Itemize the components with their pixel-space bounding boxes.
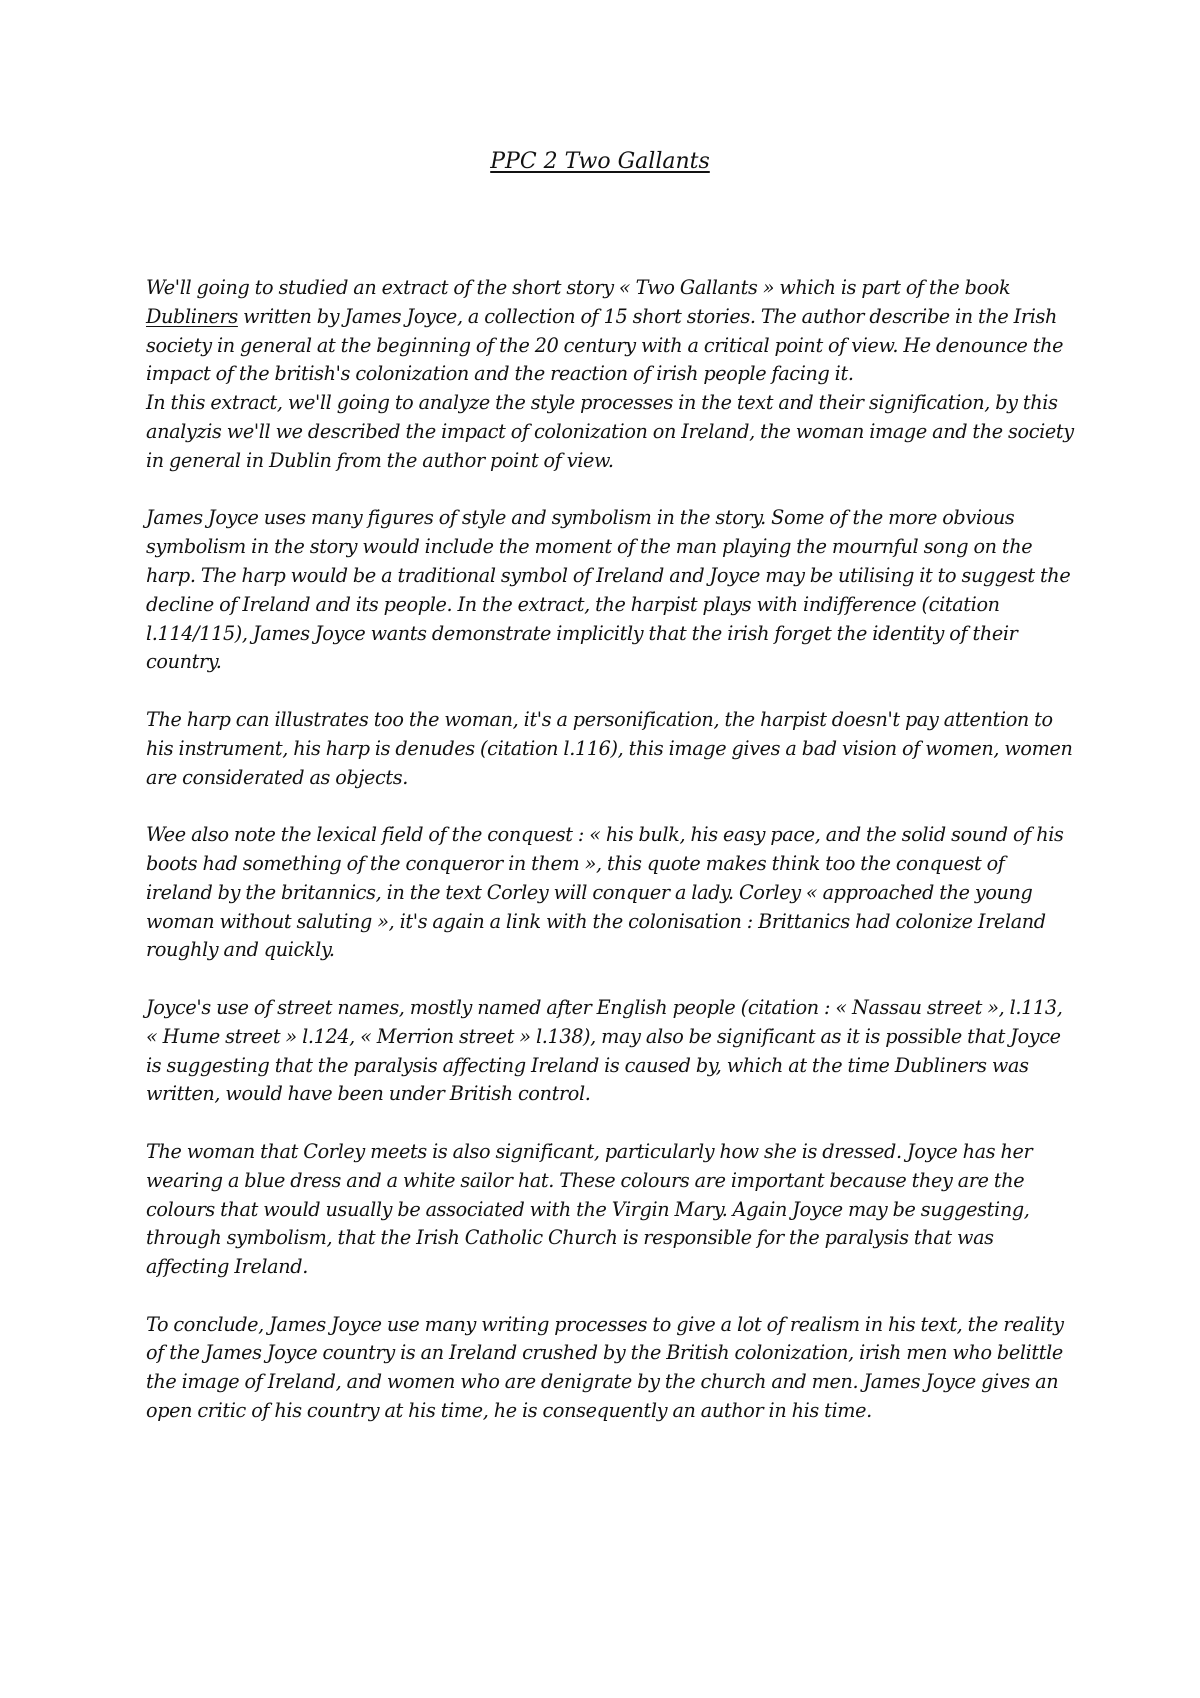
- intro-text-start: We'll going to studied an extract of the short story « Two Gallants » which is part of the book: [146, 276, 1011, 299]
- paragraph-harp-symbolism: James Joyce uses many figures of style and symbolism in the story. Some of the more obvious symbolism in the story would include the moment of the man playing the mournful song on the harp. The harp would be a traditional symbol of Ireland and Joyce may be utilising it to suggest the decline of Ireland and its people. In the extract, the harpist plays with indifference (citation l.114/115), James Joyce wants demonstrate implicitly that the irish forget the identity of their country.: [146, 506, 1071, 674]
- paragraph-harp-woman: The harp can illustrates too the woman, it's a personification, the harpist doesn't pay attention to his instrument, his harp is denudes (citation l.116), this image gives a bad vision of women, women are considerated as objects.: [146, 707, 1073, 789]
- paragraph-spacer: [146, 677, 1076, 706]
- paragraph-spacer: [146, 1282, 1076, 1311]
- paragraph-conquest: Wee also note the lexical field of the conquest : « his bulk, his easy pace, and the solid sound of his boots had something of the conqueror in them », this quote makes think too the conquest of ireland by the britannics, in the text Corley will conquer a lady. Corley « approached the young woman without saluting », it's again a link with the colonisation : Brittanics had colonize Ireland roughly and quickly.: [146, 823, 1064, 962]
- paragraph-plan: In this extract, we'll going to analyze the style processes in the text and their signification, by this analyzis we'll we described the impact of colonization on Ireland, the woman image and the society in general in Dublin from the author point of view.: [146, 391, 1074, 472]
- paragraph-spacer: [146, 1109, 1076, 1138]
- document-body: [146, 274, 1076, 1426]
- paragraph-woman-dress: The woman that Corley meets is also significant, particularly how she is dressed. Joyce has her wearing a blue dress and a white sailor hat. These colours are important because they are the colours that would usually be associated with the Virgin Mary. Again Joyce may be suggesting, through symbolism, that the Irish Catholic Church is responsible for the paralysis that was affecting Ireland.: [146, 1139, 1033, 1279]
- book-title: Dubliners: [146, 304, 238, 328]
- paragraph-conclusion: To conclude, James Joyce use many writing processes to give a lot of realism in his text, the reality of the James Joyce country is an Ireland crushed by the British colonization, irish men who belittle the image of Ireland, and women who are denigrate by the church and men. James Joyce gives an open critic of his country at his time, he is consequently an author in his time.: [146, 1312, 1064, 1423]
- paragraph-street-names: Joyce's use of street names, mostly named after English people (citation : « Nassau street », l.113, « Hume street » l.124, « Merrion street » l.138), may also be significant as it is possible that Joyce is suggesting that the paralysis affecting Ireland is caused by, which at the time Dubliners was written, would have been under British control.: [146, 995, 1063, 1106]
- document-title: PPC 2 Two Gallants: [490, 149, 710, 174]
- paragraph-spacer: [146, 476, 1076, 505]
- paragraph-spacer: [146, 792, 1076, 821]
- intro-text-end: written by James Joyce, a collection of 15 short stories. The author describe in the Irish society in general at the beginning of the 20 century with a critical point of view. He denounce the impact of the british's colonization and the reaction of irish people facing it.: [146, 304, 1064, 386]
- intro-paragraph: [146, 274, 1076, 389]
- paragraph-spacer: [146, 965, 1076, 994]
